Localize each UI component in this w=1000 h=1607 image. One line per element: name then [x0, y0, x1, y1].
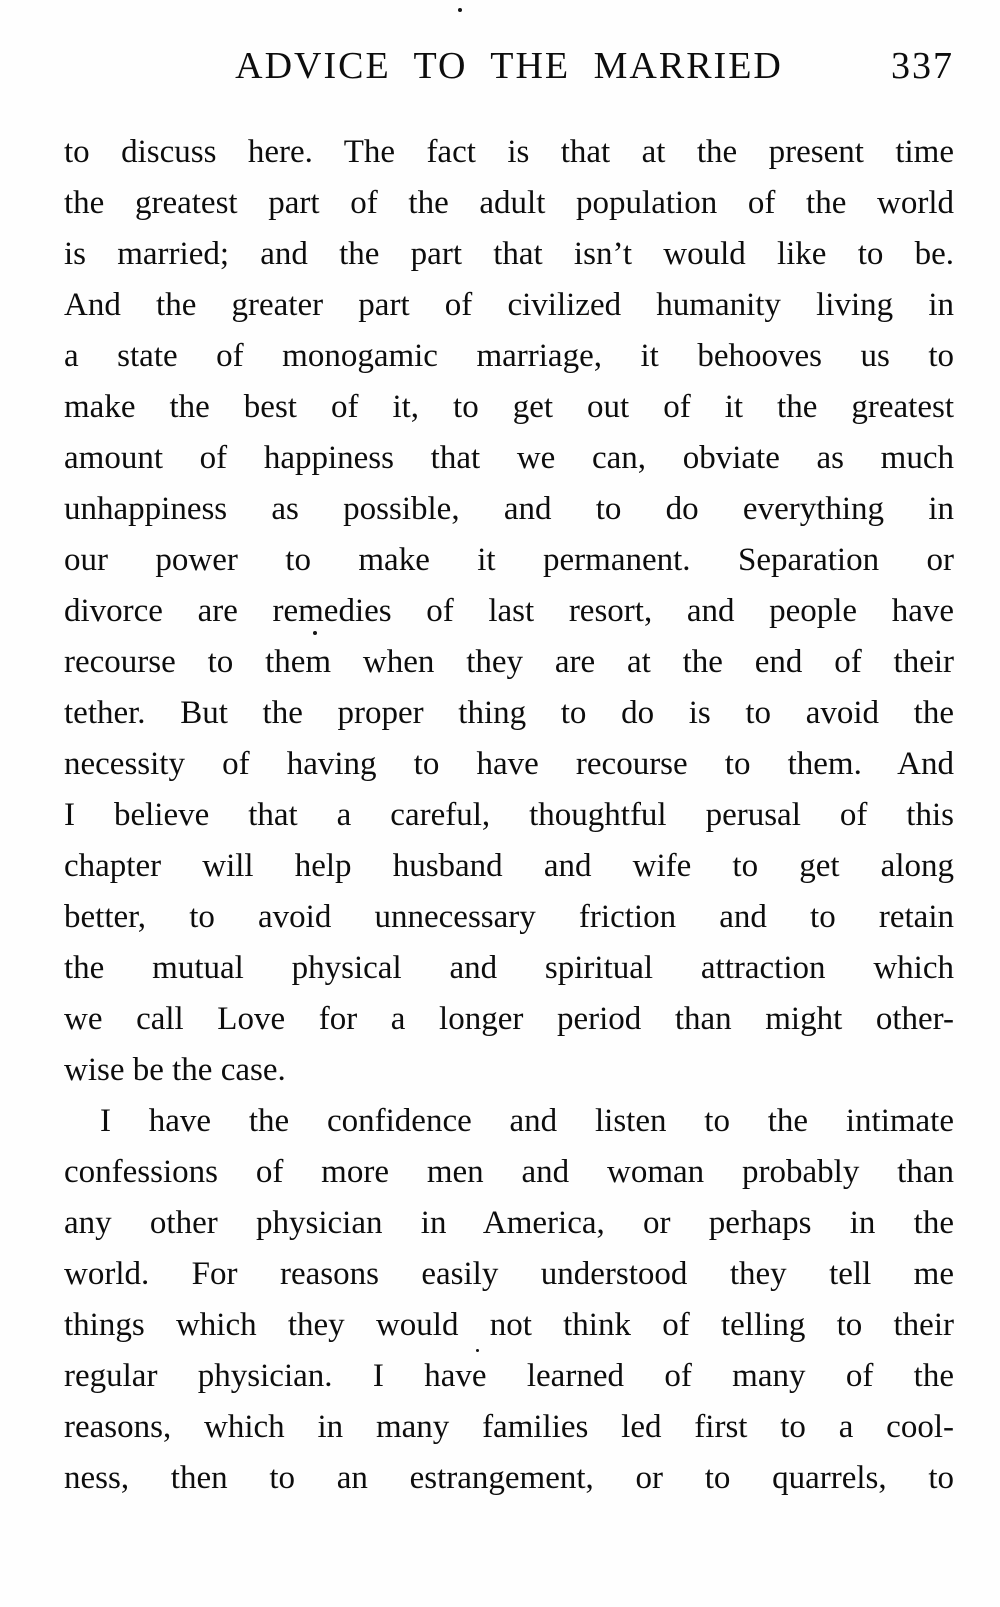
text-line: regular physician. I have learned of many of the [64, 1358, 954, 1394]
text-line: make the best of it, to get out of it the greatest [64, 389, 954, 425]
page-header [64, 46, 954, 88]
page-body [64, 127, 954, 1504]
paragraph [64, 127, 954, 1096]
text-line: ness, then to an estrangement, or to quarrels, to [64, 1460, 954, 1496]
scan-speck [458, 8, 462, 12]
text-line: world. For reasons easily understood they tell me [64, 1256, 954, 1292]
text-line: to discuss here. The fact is that at the present time [64, 134, 954, 170]
text-line: a state of monogamic marriage, it behooves us to [64, 338, 954, 374]
text-line: the greatest part of the adult population of the world [64, 185, 954, 221]
text-line: tether. But the proper thing to do is to avoid the [64, 695, 954, 731]
text-line: confessions of more men and woman probably than [64, 1154, 954, 1190]
text-line: chapter will help husband and wife to get along [64, 848, 954, 884]
text-line: the mutual physical and spiritual attraction which [64, 950, 954, 986]
text-line: better, to avoid unnecessary friction and to retain [64, 899, 954, 935]
page-number: 337 [891, 45, 954, 87]
text-line: any other physician in America, or perhaps in the [64, 1205, 954, 1241]
paragraph [64, 1096, 954, 1504]
text-line: unhappiness as possible, and to do everything in [64, 491, 954, 527]
text-line: reasons, which in many families led first to a cool- [64, 1409, 954, 1445]
text-line: recourse to them when they are at the end of their [64, 644, 954, 680]
text-line: I believe that a careful, thoughtful perusal of this [64, 797, 954, 833]
running-title: ADVICE TO THE MARRIED [235, 45, 783, 87]
text-line: amount of happiness that we can, obviate as much [64, 440, 954, 476]
text-line: And the greater part of civilized humanity living in [64, 287, 954, 323]
text-line: we call Love for a longer period than might other- [64, 1001, 954, 1037]
text-line: wise be the case. [64, 1052, 286, 1088]
text-line: things which they would not think of telling to their [64, 1307, 954, 1343]
text-line: necessity of having to have recourse to them. And [64, 746, 954, 782]
text-line: our power to make it permanent. Separation or [64, 542, 954, 578]
text-line: is married; and the part that isn’t would like to be. [64, 236, 954, 272]
text-line: divorce are remedies of last resort, and people have [64, 593, 954, 629]
text-line: I have the confidence and listen to the intimate [100, 1103, 954, 1139]
